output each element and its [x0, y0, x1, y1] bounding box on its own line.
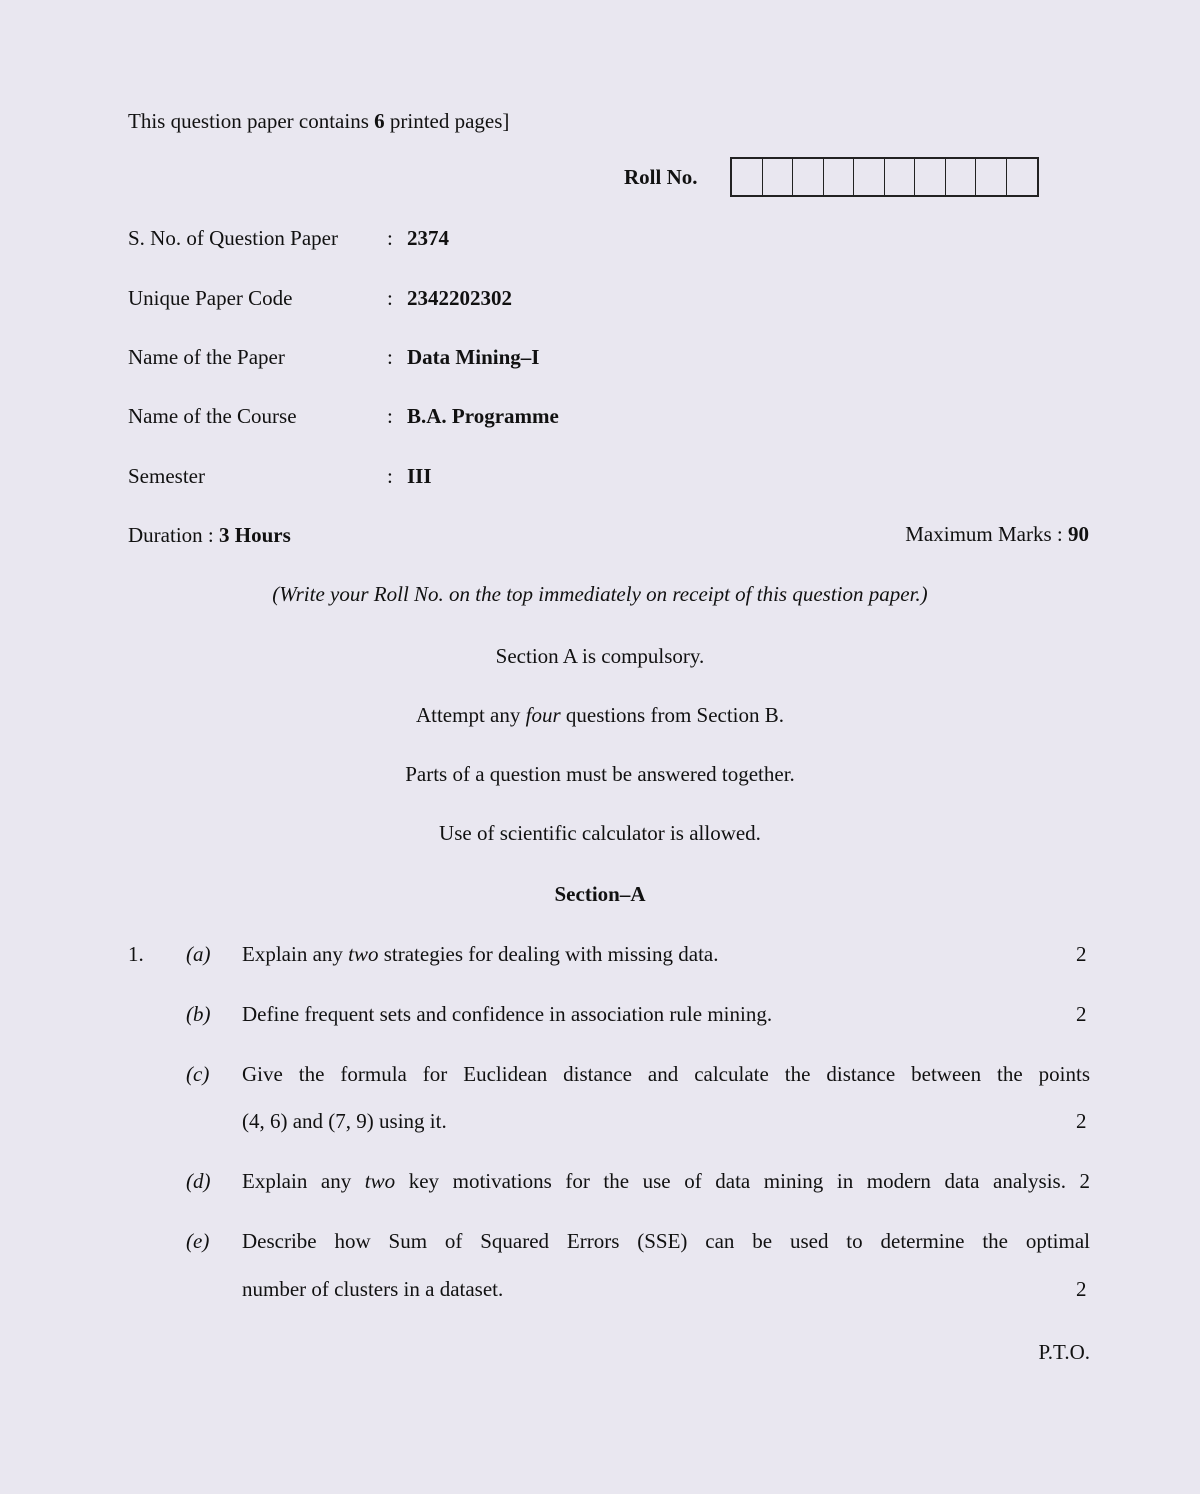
- meta-value-paper: Data Mining–I: [407, 345, 540, 369]
- roll-digit-box[interactable]: [915, 159, 946, 195]
- instruction-parts: Parts of a question must be answered together.: [405, 762, 795, 786]
- roll-digit-box[interactable]: [976, 159, 1007, 195]
- duration-label: Duration :: [128, 523, 214, 547]
- meta-label-sno: S. No. of Question Paper: [128, 226, 338, 250]
- meta-sep-course: :: [387, 404, 393, 428]
- max-marks: [905, 521, 1089, 547]
- meta-label-paper: Name of the Paper: [128, 345, 285, 369]
- duration: [128, 522, 291, 548]
- pages-suffix: printed pages]: [389, 109, 510, 133]
- duration-value: 3 Hours: [218, 523, 291, 547]
- part-d-em: two: [364, 1169, 396, 1193]
- instruction-attempt: [0, 702, 1200, 728]
- part-text-e-line1: Describe how Sum of Squared Errors (SSE) can be used to determine the optimal: [242, 1229, 1090, 1253]
- meta-sep-sno: :: [387, 226, 393, 250]
- instruction-compulsory: Section A is compulsory.: [495, 644, 705, 668]
- meta-sep-paper: :: [387, 345, 393, 369]
- roll-digit-box[interactable]: [854, 159, 885, 195]
- part-text-a: [242, 941, 719, 967]
- meta-value-course: B.A. Programme: [407, 404, 559, 428]
- part-marks-b: 2: [1076, 1002, 1087, 1026]
- part-a-post: strategies for dealing with missing data.: [383, 942, 719, 966]
- roll-number-boxes[interactable]: [730, 157, 1039, 197]
- pages-count: 6: [374, 109, 385, 133]
- section-title: Section–A: [554, 882, 646, 906]
- meta-value-upc: 2342202302: [407, 286, 512, 310]
- roll-digit-box[interactable]: [1007, 159, 1038, 195]
- roll-digit-box[interactable]: [732, 159, 763, 195]
- instruction-calculator: Use of scientific calculator is allowed.: [439, 821, 761, 845]
- roll-digit-box[interactable]: [763, 159, 794, 195]
- part-marks-e: 2: [1076, 1277, 1087, 1301]
- part-a-em: two: [348, 942, 379, 966]
- roll-digit-box[interactable]: [824, 159, 855, 195]
- meta-value-semester: III: [407, 464, 432, 488]
- max-marks-label: Maximum Marks :: [905, 522, 1063, 546]
- instruction-attempt-pre: Attempt any: [415, 703, 521, 727]
- part-label-b: (b): [186, 1002, 211, 1026]
- part-d-post: key motivations for the use of data mining in modern data analysis. 2: [408, 1169, 1091, 1193]
- part-label-d: (d): [186, 1169, 211, 1193]
- part-label-c: (c): [186, 1062, 210, 1086]
- part-marks-c: 2: [1076, 1109, 1087, 1133]
- question-number: 1.: [128, 942, 144, 966]
- meta-sep-upc: :: [387, 286, 393, 310]
- part-label-a: (a): [186, 942, 211, 966]
- pages-note: [128, 108, 509, 134]
- part-text-e-line2: number of clusters in a dataset.: [242, 1277, 504, 1301]
- meta-value-sno: 2374: [407, 226, 449, 250]
- part-a-pre: Explain any: [242, 942, 343, 966]
- meta-sep-semester: :: [387, 464, 393, 488]
- part-d-pre: Explain any: [242, 1169, 352, 1193]
- part-marks-a: 2: [1076, 942, 1087, 966]
- instruction-attempt-post: questions from Section B.: [565, 703, 785, 727]
- roll-digit-box[interactable]: [946, 159, 977, 195]
- part-text-d: [242, 1168, 1090, 1194]
- instruction-attempt-em: four: [525, 703, 561, 727]
- meta-label-course: Name of the Course: [128, 404, 297, 428]
- meta-label-semester: Semester: [128, 464, 205, 488]
- pto-label: P.T.O.: [1038, 1340, 1090, 1364]
- roll-label: Roll No.: [624, 165, 698, 189]
- meta-label-upc: Unique Paper Code: [128, 286, 293, 310]
- roll-instruction: (Write your Roll No. on the top immediately on receipt of this question paper.): [272, 582, 928, 606]
- part-text-b: Define frequent sets and confidence in association rule mining.: [242, 1002, 773, 1026]
- part-text-c-line2: (4, 6) and (7, 9) using it.: [242, 1109, 447, 1133]
- max-marks-value: 90: [1068, 522, 1089, 546]
- pages-note-text: This question paper contains: [128, 109, 369, 133]
- part-label-e: (e): [186, 1229, 210, 1253]
- part-text-c-line1: Give the formula for Euclidean distance and calculate the distance between the points: [242, 1062, 1090, 1086]
- roll-digit-box[interactable]: [885, 159, 916, 195]
- roll-digit-box[interactable]: [793, 159, 824, 195]
